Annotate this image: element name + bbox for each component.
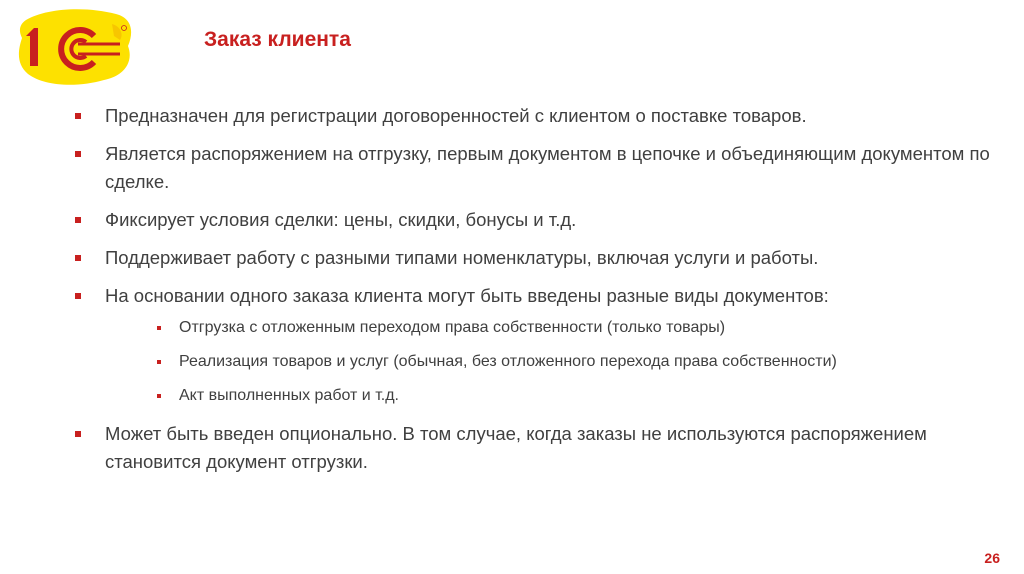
bullet-marker — [75, 151, 81, 157]
bullet-text: Предназначен для регистрации договоренностей с клиентом о поставке товаров. — [105, 105, 807, 126]
logo-one-stem — [30, 32, 38, 66]
sub-bullet-item — [105, 386, 1005, 406]
sub-bullet-marker — [157, 326, 161, 330]
slide-content — [75, 102, 1005, 486]
bullet-text: Является распоряжением на отгрузку, первым документом в цепочке и объединяющим документом по сделке. — [105, 143, 990, 192]
bullet-text: На основании одного заказа клиента могут быть введены разные виды документов: — [105, 285, 829, 306]
bullet-marker — [75, 431, 81, 437]
bullet-marker — [75, 113, 81, 119]
bullet-marker — [75, 255, 81, 261]
bullet-item — [75, 244, 1005, 272]
bullet-marker — [75, 217, 81, 223]
bullet-text: Может быть введен опционально. В том случае, когда заказы не используются распоряжением становится документ отгрузки. — [105, 423, 927, 472]
sub-bullet-text: Акт выполненных работ и т.д. — [179, 387, 399, 404]
sub-bullet-marker — [157, 360, 161, 364]
bullet-marker — [75, 293, 81, 299]
bullet-item — [75, 282, 1005, 406]
bullet-item — [75, 102, 1005, 130]
sub-bullet-item — [105, 352, 1005, 372]
sub-bullet-item — [105, 318, 1005, 338]
1c-logo — [16, 6, 136, 90]
bullet-text: Поддерживает работу с разными типами номенклатуры, включая услуги и работы. — [105, 247, 819, 268]
bullet-item — [75, 420, 1005, 476]
bullet-item — [75, 206, 1005, 234]
sub-bullet-text: Отгрузка с отложенным переходом права собственности (только товары) — [179, 319, 726, 336]
bullet-item — [75, 140, 1005, 196]
sub-bullet-text: Реализация товаров и услуг (обычная, без отложенного перехода права собственности) — [179, 353, 837, 370]
page-number: 26 — [984, 550, 1000, 566]
slide-title: Заказ клиента — [204, 28, 351, 51]
sub-bullet-list — [105, 318, 1005, 406]
bullet-text: Фиксирует условия сделки: цены, скидки, бонусы и т.д. — [105, 209, 577, 230]
sub-bullet-marker — [157, 394, 161, 398]
